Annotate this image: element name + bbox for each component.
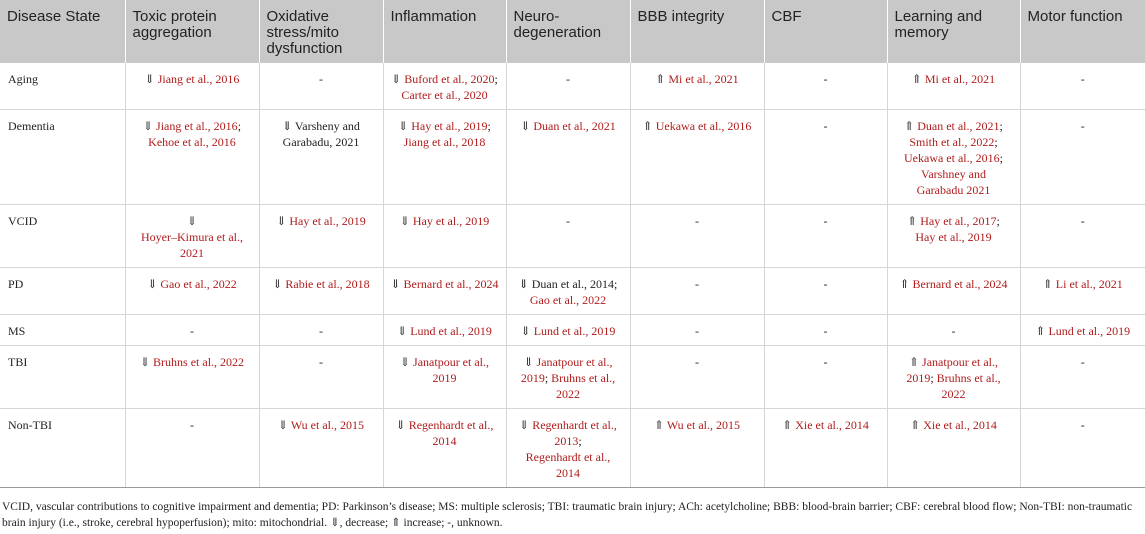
table-cell	[1020, 110, 1145, 205]
cell-text: -	[823, 355, 828, 369]
table-cell	[764, 268, 887, 315]
column-header: Motor function	[1020, 0, 1145, 63]
cell-text: ;	[544, 371, 552, 385]
trend-arrow: ⇓	[277, 418, 291, 432]
citation-link[interactable]: Mi et al., 2021	[668, 72, 739, 86]
table-footnote: VCID, vascular contributions to cognitive impairment and dementia; PD: Parkinson’s disease; MS: multiple sclerosis; TBI: traumatic brain injury; ACh: acetylcholine; BBB: blood-brain barrier; CBF: cerebral blood flow; Non-TBI: non-traumatic brain injury (i.e., stroke, cerebral hypoperfusion); mito: mitochondrial. ⇓, decrease; ⇑ increase; -, unknown.	[2, 501, 1133, 529]
citation-link[interactable]: Xie et al., 2014	[923, 418, 997, 432]
trend-arrow: ⇑	[907, 214, 921, 228]
trend-arrow: ⇓	[147, 277, 161, 291]
column-header: Toxic protein aggregation	[125, 0, 259, 63]
citation-link[interactable]: 2019	[906, 371, 931, 385]
trend-arrow: ⇑	[899, 277, 913, 291]
table-cell	[764, 315, 887, 346]
table-cell	[383, 110, 506, 205]
citation-link[interactable]: Hay et al., 2019	[411, 119, 488, 133]
table-cell	[259, 205, 383, 268]
cell-text: -	[566, 214, 570, 228]
table-row	[0, 315, 1145, 346]
table-cell	[630, 205, 764, 268]
citation-link[interactable]: Jiang et al., 2018	[403, 135, 486, 149]
disease-state-cell: Non-TBI	[0, 409, 125, 488]
table-row	[0, 110, 1145, 205]
cell-text: -	[823, 119, 828, 133]
column-header: Disease State	[0, 0, 125, 63]
cell-text: ;	[996, 214, 1000, 228]
table-cell	[125, 205, 259, 268]
table-cell	[506, 268, 630, 315]
citation-link[interactable]: Hay et al., 2019	[412, 214, 490, 228]
table-cell	[383, 409, 506, 488]
citation-link[interactable]: 2019	[432, 371, 457, 385]
table-cell	[1020, 63, 1145, 110]
citation-link[interactable]: Hay et al., 2019	[289, 214, 366, 228]
table-cell	[764, 63, 887, 110]
table-cell	[125, 63, 259, 110]
table-cell	[259, 409, 383, 488]
table-cell	[887, 63, 1020, 110]
table-cell	[887, 346, 1020, 409]
citation-link[interactable]: 2021	[180, 246, 204, 260]
table-cell	[887, 268, 1020, 315]
table-row	[0, 409, 1145, 488]
disease-state-cell: VCID	[0, 205, 125, 268]
column-header: Learning and memory	[887, 0, 1020, 63]
table-cell	[1020, 409, 1145, 488]
citation-link[interactable]: 2022	[941, 387, 966, 401]
disease-state-cell: Dementia	[0, 110, 125, 205]
table-cell	[506, 63, 630, 110]
trend-arrow: ⇑	[653, 418, 667, 432]
column-header: BBB integrity	[630, 0, 764, 63]
cell-text: -	[823, 214, 828, 228]
table-cell	[764, 205, 887, 268]
trend-arrow: ⇓	[395, 418, 409, 432]
table-cell	[630, 268, 764, 315]
trend-arrow: ⇓	[523, 355, 537, 369]
cell-text: -	[190, 324, 194, 338]
trend-arrow: ⇓	[186, 214, 198, 228]
cell-text: -	[1080, 72, 1085, 86]
table-cell	[259, 110, 383, 205]
table-row	[0, 346, 1145, 409]
table-cell	[887, 409, 1020, 488]
table-cell	[383, 63, 506, 110]
table-row	[0, 268, 1145, 315]
column-header: CBF	[764, 0, 887, 63]
trend-arrow: ⇓	[272, 277, 286, 291]
table-cell	[764, 346, 887, 409]
table-cell	[887, 110, 1020, 205]
trend-arrow: ⇑	[1035, 324, 1049, 338]
citation-link[interactable]: Lund et al., 2019	[533, 324, 616, 338]
citation-link[interactable]: 2022	[556, 387, 580, 401]
citation-link[interactable]: Bruhns et al., 2022	[153, 355, 245, 369]
table-cell	[506, 315, 630, 346]
table-cell	[383, 205, 506, 268]
cell-text: -	[1080, 418, 1085, 432]
table-cell	[383, 315, 506, 346]
citation-link[interactable]: Uekawa et al., 2016	[904, 151, 1000, 165]
table-cell	[383, 268, 506, 315]
table-cell	[125, 346, 259, 409]
table-cell	[506, 110, 630, 205]
cell-text: -	[319, 355, 323, 369]
cell-text: -	[566, 72, 570, 86]
cell-text: -	[695, 355, 699, 369]
citation-link[interactable]: 2014	[556, 466, 580, 480]
citation-link[interactable]: Jiang et al., 2016	[156, 119, 238, 133]
citation-link[interactable]: Duan et al., 2021	[917, 119, 1000, 133]
cell-text: -	[695, 324, 699, 338]
citation-link[interactable]: 2013	[554, 434, 579, 448]
citation-link[interactable]: Janatpour et al.,	[922, 355, 999, 369]
citation-link[interactable]: 2014	[432, 434, 457, 448]
cell-text: -	[319, 324, 323, 338]
table-cell	[259, 315, 383, 346]
table-row	[0, 63, 1145, 110]
disease-state-cell: TBI	[0, 346, 125, 409]
column-header: Inflammation	[383, 0, 506, 63]
cell-text: ;	[487, 119, 491, 133]
table-cell	[506, 409, 630, 488]
cell-text: ;	[237, 119, 242, 133]
table-cell	[630, 110, 764, 205]
table-cell	[125, 110, 259, 205]
cell-text: ;	[494, 72, 498, 86]
disease-state-cell: MS	[0, 315, 125, 346]
trend-arrow: ⇑	[782, 418, 796, 432]
cell-text: -	[823, 324, 828, 338]
cell-text: ;	[999, 119, 1003, 133]
trend-arrow: ⇓	[397, 324, 411, 338]
table-cell	[630, 346, 764, 409]
cell-text: -	[695, 277, 699, 291]
trend-arrow: ⇑	[655, 72, 669, 86]
citation-link[interactable]: Smith et al., 2022	[909, 135, 995, 149]
table-row	[0, 205, 1145, 268]
column-header: Neuro-degeneration	[506, 0, 630, 63]
citation-link[interactable]: Lund et al., 2019	[410, 324, 492, 338]
header-row	[0, 0, 1145, 63]
cell-text: ;	[994, 135, 998, 149]
trend-arrow: ⇑	[642, 119, 656, 133]
trend-arrow: ⇓	[399, 355, 414, 369]
cell-text: -	[1080, 355, 1085, 369]
table-cell	[630, 315, 764, 346]
citation-link[interactable]: Carter et al., 2020	[401, 88, 488, 102]
citation-link[interactable]: Janatpour et al.,	[536, 355, 613, 369]
table-cell	[1020, 268, 1145, 315]
cell-text: -	[319, 72, 323, 86]
citation-link[interactable]: Hay et al., 2019	[915, 230, 992, 244]
citation-link[interactable]: Regenhardt et al.,	[532, 418, 617, 432]
citation-link[interactable]: Mi et al., 2021	[924, 72, 996, 86]
table-cell	[630, 63, 764, 110]
citation-link[interactable]: Bernard et al., 2024	[403, 277, 499, 291]
citation-link[interactable]: Bernard et al., 2024	[912, 277, 1008, 291]
table-cell	[125, 268, 259, 315]
disease-state-cell: Aging	[0, 63, 125, 110]
citation-link[interactable]: Li et al., 2021	[1055, 277, 1123, 291]
cell-text: -	[823, 72, 828, 86]
table-cell	[259, 346, 383, 409]
table-cell	[630, 409, 764, 488]
trend-arrow: ⇑	[910, 418, 924, 432]
trend-arrow: ⇓	[390, 277, 404, 291]
cell-text: ⇓ Varsheny and	[282, 119, 360, 133]
table-cell	[1020, 205, 1145, 268]
cell-text: -	[695, 214, 699, 228]
trend-arrow: ⇓	[399, 214, 413, 228]
table-body	[0, 63, 1145, 488]
citation-link[interactable]: Kehoe et al., 2016	[148, 135, 236, 149]
citation-link[interactable]: Rabie et al., 2018	[285, 277, 370, 291]
cell-text: ⇓ Duan et al., 2014;	[518, 277, 618, 291]
trend-arrow: ⇓	[144, 72, 158, 86]
trend-arrow: ⇑	[911, 72, 925, 86]
table-cell	[506, 346, 630, 409]
table-cell	[125, 315, 259, 346]
citation-link[interactable]: Jiang et al., 2016	[157, 72, 240, 86]
table-cell	[887, 205, 1020, 268]
citation-link[interactable]: Gao et al., 2022	[529, 293, 607, 307]
trend-arrow: ⇓	[142, 119, 157, 133]
citation-link[interactable]: Uekawa et al., 2016	[655, 119, 752, 133]
citation-link[interactable]: Hay et al., 2017	[920, 214, 997, 228]
cell-text: -	[190, 418, 194, 432]
table-cell	[506, 205, 630, 268]
disease-state-cell: PD	[0, 268, 125, 315]
trend-arrow: ⇑	[908, 355, 923, 369]
trend-arrow: ⇓	[520, 119, 534, 133]
table-cell	[383, 346, 506, 409]
citation-link[interactable]: Wu et al., 2015	[290, 418, 364, 432]
cell-text: Garabadu, 2021	[282, 135, 360, 149]
table-cell	[764, 110, 887, 205]
cell-text: -	[823, 277, 828, 291]
table-cell	[259, 63, 383, 110]
citation-link[interactable]: Wu et al., 2015	[666, 418, 740, 432]
citation-link[interactable]: Xie et al., 2014	[795, 418, 869, 432]
citation-link[interactable]: 2019	[520, 371, 545, 385]
citation-link[interactable]: Janatpour et al.,	[413, 355, 490, 369]
citation-link[interactable]: Regenhardt et al.,	[408, 418, 494, 432]
table-cell	[125, 409, 259, 488]
cell-text: ;	[578, 434, 582, 448]
citation-link[interactable]: Lund et al., 2019	[1048, 324, 1131, 338]
cell-text: ;	[930, 371, 937, 385]
cell-text: -	[1080, 119, 1085, 133]
citation-link[interactable]: Varshney and	[921, 167, 986, 181]
trend-arrow: ⇓	[519, 418, 533, 432]
table-cell	[764, 409, 887, 488]
trend-arrow: ⇑	[1042, 277, 1056, 291]
citation-link[interactable]: Garabadu 2021	[916, 183, 991, 197]
citation-link[interactable]: Buford et al., 2020	[404, 72, 495, 86]
table-cell	[1020, 315, 1145, 346]
trend-arrow: ⇓	[139, 355, 154, 369]
table-cell	[887, 315, 1020, 346]
citation-link[interactable]: Duan et al., 2021	[533, 119, 616, 133]
column-header: Oxidative stress/mito dysfunction	[259, 0, 383, 63]
trend-arrow: ⇓	[398, 119, 412, 133]
citation-link[interactable]: Regenhardt et al.,	[525, 450, 611, 464]
table-cell	[1020, 346, 1145, 409]
citation-link[interactable]: Bruhns et al.,	[551, 371, 616, 385]
citation-link[interactable]: Bruhns et al.,	[936, 371, 1001, 385]
cell-text: -	[951, 324, 956, 338]
cell-text: ;	[999, 151, 1003, 165]
trend-arrow: ⇓	[520, 324, 534, 338]
trend-arrow: ⇓	[276, 214, 290, 228]
trend-arrow: ⇓	[391, 72, 405, 86]
table-cell	[259, 268, 383, 315]
cell-text: -	[1080, 214, 1085, 228]
trend-arrow: ⇑	[904, 119, 918, 133]
citation-link[interactable]: Gao et al., 2022	[160, 277, 237, 291]
citation-link[interactable]: Hoyer–Kimura et al.,	[141, 230, 243, 244]
